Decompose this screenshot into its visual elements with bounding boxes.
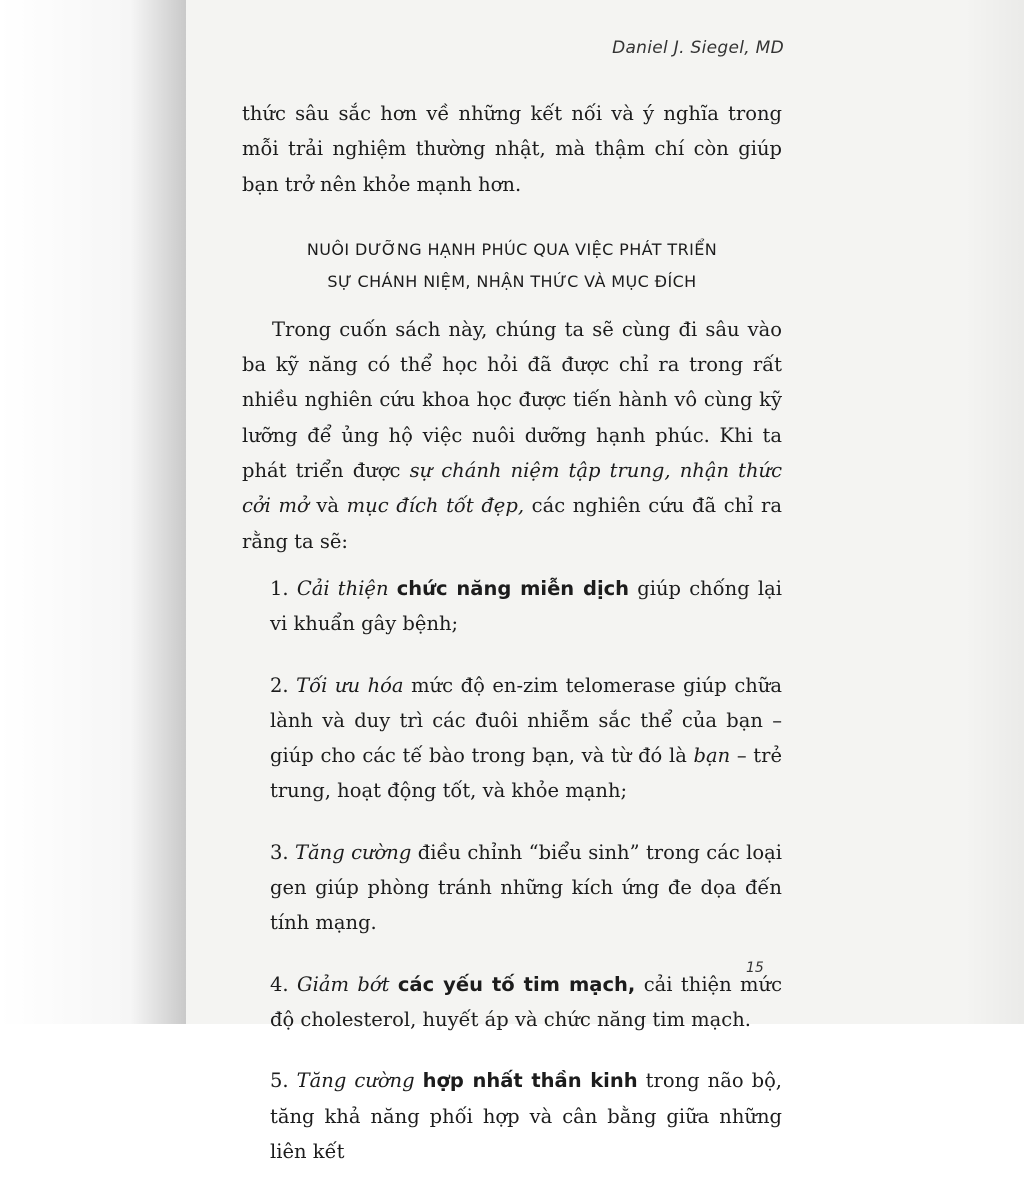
item-text: cải thiện mức độ cholesterol, huyết áp và chức năng tim mạch. xyxy=(270,972,783,1031)
body-lead: Trong cuốn sách này, chúng ta sẽ cùng đi sâu vào ba kỹ năng có thể học hỏi đã được chỉ ra trong rất nhiều nghiên cứu khoa học được tiến hành vô cùng kỹ lưỡng để ủng hộ việc nuôi dưỡng hạnh phúc. Khi ta phát triển được xyxy=(242,317,782,483)
list-item xyxy=(270,1063,782,1169)
item-text-tail: – trẻ trung, hoạt động tốt, và khỏe mạnh; xyxy=(270,744,782,803)
item-text: mức độ en-zim telomerase giúp chữa lành và duy trì các đuôi nhiễm sắc thể của bạn – giúp cho các tế bào trong bạn, và từ đó là xyxy=(270,673,783,768)
list-item xyxy=(270,835,782,941)
heading-line-1: NUÔI DƯỠNG HẠNH PHÚC QUA VIỆC PHÁT TRIỂN xyxy=(306,239,718,259)
list-item xyxy=(270,967,782,1038)
item-italic: Giảm bớt xyxy=(297,972,390,996)
body-italic-2: mục đích tốt đẹp, xyxy=(346,494,525,518)
body-italic-1: sự chánh niệm tập trung, nhận thức cởi mở xyxy=(242,459,783,518)
page-number: 15 xyxy=(746,960,764,976)
item-italic: Tăng cường xyxy=(296,1069,415,1093)
list-item xyxy=(270,668,782,809)
body-paragraph xyxy=(242,312,782,559)
item-number: 2. xyxy=(270,673,289,697)
body-tail: các nghiên cứu đã chỉ ra rằng ta sẽ: xyxy=(242,494,782,553)
item-bold: các yếu tố tim mạch, xyxy=(397,972,636,996)
item-italic-inline: bạn xyxy=(693,744,731,768)
item-italic: Tối ưu hóa xyxy=(296,673,404,697)
item-bold: hợp nhất thần kinh xyxy=(422,1069,638,1093)
item-text: giúp chống lại vi khuẩn gây bệnh; xyxy=(270,576,782,636)
benefits-list xyxy=(242,571,782,1169)
item-text: điều chỉnh “biểu sinh” trong các loại gen giúp phòng tránh những kích ứng đe dọa đến tính mạng. xyxy=(270,840,782,935)
section-heading xyxy=(242,234,782,298)
item-number: 1. xyxy=(270,576,289,600)
body-mid: và xyxy=(316,494,340,518)
scan-margin xyxy=(0,0,186,1024)
page-text xyxy=(242,96,782,1195)
running-head: Daniel J. Siegel, MD xyxy=(612,38,784,58)
heading-line-2: SỰ CHÁNH NIỆM, NHẬN THỨC VÀ MỤC ĐÍCH xyxy=(327,271,697,291)
item-number: 3. xyxy=(270,840,289,864)
item-number: 4. xyxy=(270,972,289,996)
list-item xyxy=(270,571,782,642)
item-italic: Cải thiện xyxy=(296,576,389,600)
item-number: 5. xyxy=(270,1069,289,1093)
book-page xyxy=(186,0,1024,1163)
item-italic: Tăng cường xyxy=(295,840,412,864)
intro-paragraph: thức sâu sắc hơn về những kết nối và ý nghĩa trong mỗi trải nghiệm thường nhật, mà thậm chí còn giúp bạn trở nên khỏe mạnh hơn. xyxy=(242,102,782,196)
item-bold: chức năng miễn dịch xyxy=(396,576,630,600)
item-text: trong não bộ, tăng khả năng phối hợp và cân bằng giữa những liên kết xyxy=(270,1069,783,1163)
